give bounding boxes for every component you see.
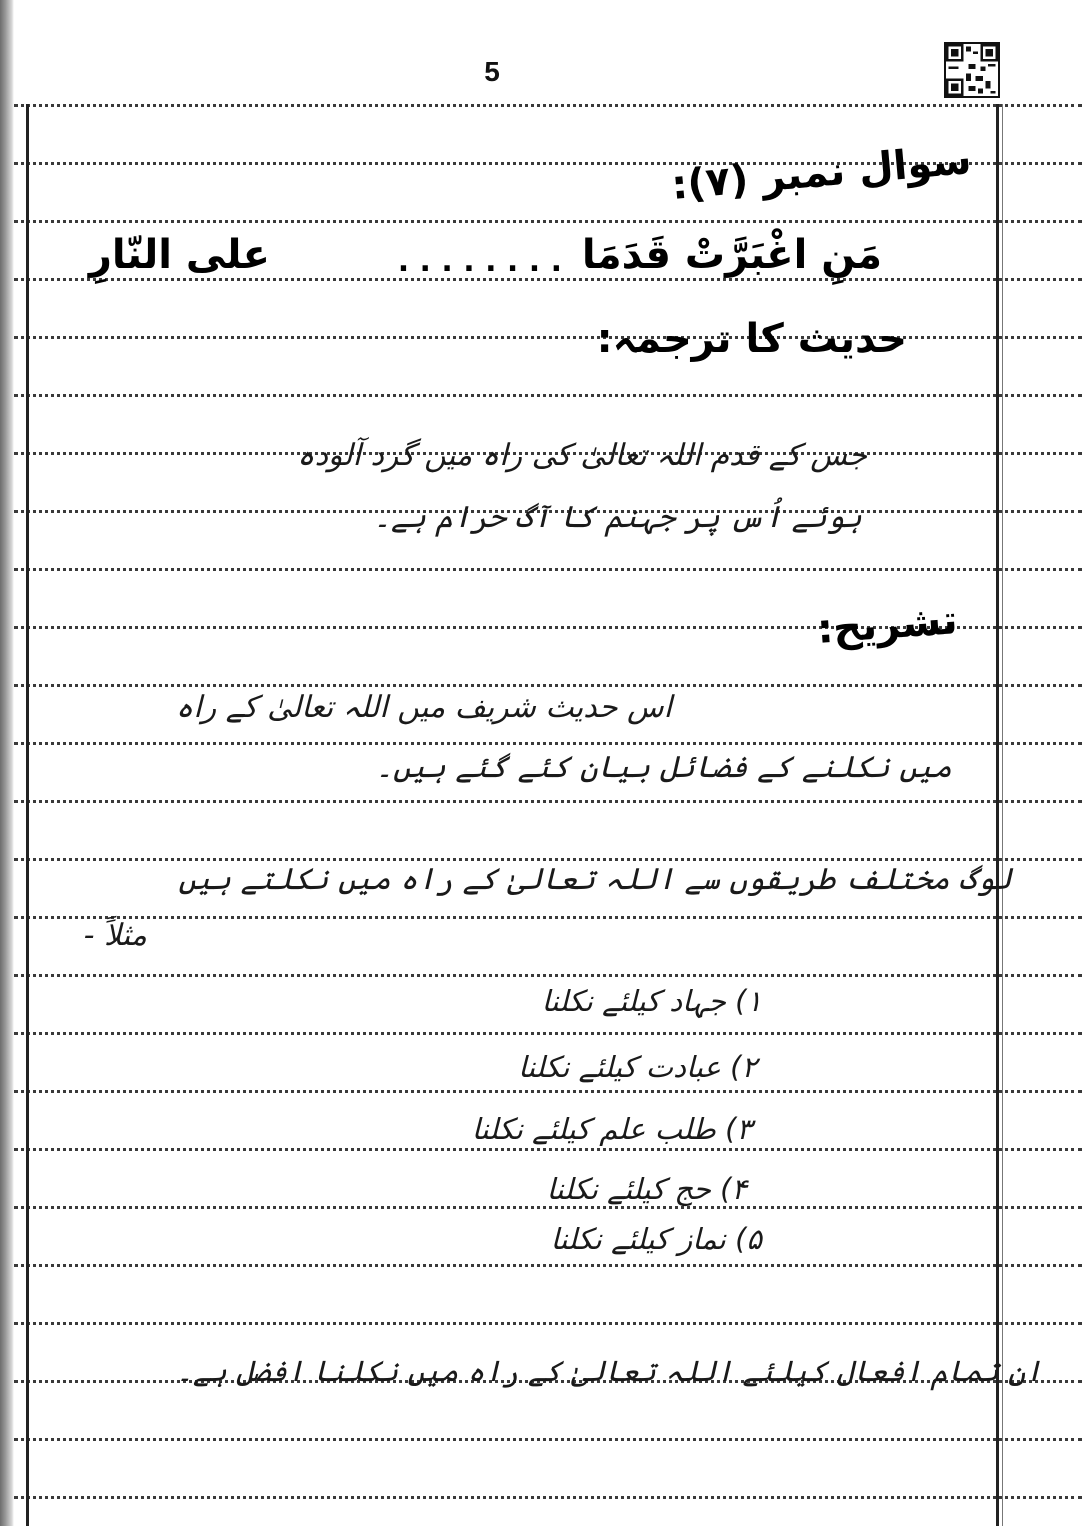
page-number: 5 <box>484 56 500 87</box>
right-margin-line <box>996 104 999 1526</box>
rule-line <box>14 974 1082 977</box>
rule-line <box>14 1496 1082 1499</box>
rule-line <box>14 1148 1082 1151</box>
rule-line <box>14 684 1082 687</box>
explanation-line: مثلاً - <box>83 918 147 953</box>
rule-line <box>14 916 1082 919</box>
explanation-heading: تشریح: <box>815 597 959 653</box>
rule-line <box>14 858 1082 861</box>
translation-line: ہوئے اُس پر جہنم کا آگ حرام ہے۔ <box>373 500 862 535</box>
list-item: ۲) عبادت کیلئے نکلنا <box>518 1050 757 1084</box>
rule-line <box>14 1264 1082 1267</box>
hadith-ellipsis: . . . . . . . . <box>397 244 562 279</box>
left-margin-line <box>26 104 29 1526</box>
rule-line <box>14 1322 1082 1325</box>
rule-line <box>14 742 1082 745</box>
rule-line <box>14 104 1082 107</box>
hadith-closing: علی النّارِ <box>88 232 270 278</box>
list-item: ۳) طلب علم کیلئے نکلنا <box>471 1112 752 1146</box>
translation-line: جس کے قدم اللہ تعالیٰ کی راہ میں گرد آلودہ <box>297 438 867 473</box>
rule-line <box>14 568 1082 571</box>
hadith-opening: مَنِ اغْبَرَّتْ قَدَمَا <box>581 232 882 278</box>
explanation-line: میں نکلنے کے فضائل بیان کئے گئے ہیں۔ <box>375 750 952 785</box>
explanation-line: اس حدیث شریف میں اللہ تعالیٰ کے راہ <box>175 690 672 725</box>
qr-code-icon <box>944 42 1000 98</box>
explanation-line: لوگ مختلف طریقوں سے اللہ تعالیٰ کے راہ میں نکلتے ہیں <box>178 862 1012 897</box>
rule-line <box>14 336 1082 339</box>
list-item: ۱) جہاد کیلئے نکلنا <box>541 984 762 1018</box>
question-label: سوال نمبر (۷): <box>669 136 974 210</box>
rule-line <box>14 1032 1082 1035</box>
list-item: ۵) نماز کیلئے نکلنا <box>550 1222 762 1256</box>
rule-line <box>14 1090 1082 1093</box>
conclusion-line: ان تمام افعال کیلئے اللہ تعالیٰ کے راہ میں نکلنا افضل ہے۔ <box>175 1354 1042 1388</box>
rule-line <box>14 800 1082 803</box>
rule-line <box>14 394 1082 397</box>
rule-line <box>14 1438 1082 1441</box>
right-margin-line-inner <box>1002 104 1003 1526</box>
translation-heading: حدیث کا ترجمہ: <box>596 316 907 362</box>
rule-line <box>14 220 1082 223</box>
list-item: ۴) حج کیلئے نکلنا <box>546 1172 747 1206</box>
rule-line <box>14 1206 1082 1209</box>
